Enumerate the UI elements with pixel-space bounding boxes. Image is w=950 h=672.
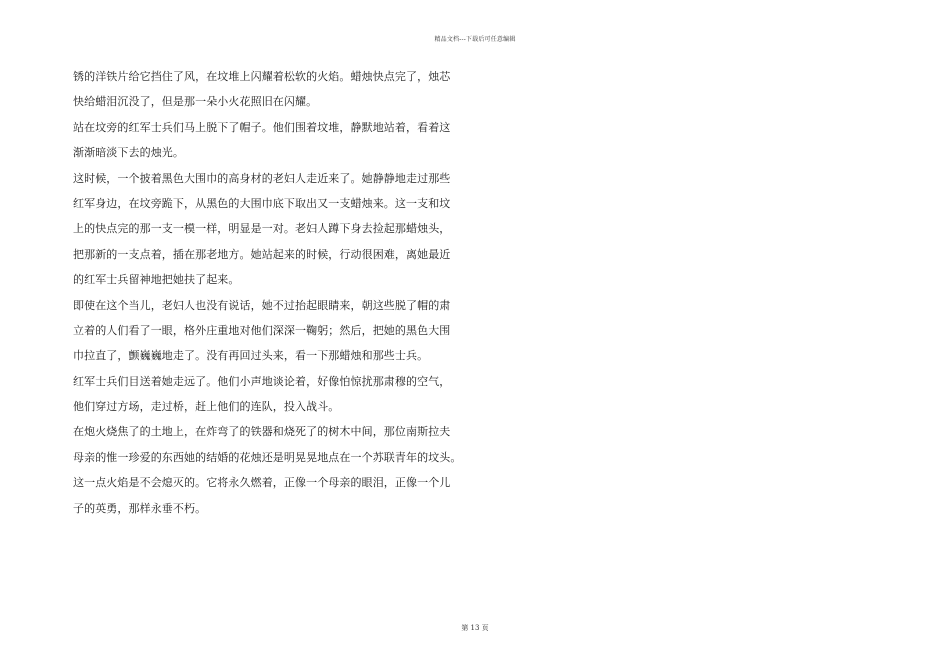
text-line: 他们穿过方场，走过桥，赶上他们的连队，投入战斗。 [73,400,340,414]
page-header: 精品文档---下载后可任意编辑 [434,36,516,43]
page-number: 第 13 页 [461,624,489,632]
text-line: 红军士兵们目送着她走远了。他们小声地谈论着，好像怕惊扰那肃穆的空气， [73,374,451,388]
text-line: 快给蜡泪沉没了，但是那一朵小火花照旧在闪耀。 [73,95,318,109]
text-line: 站在坟旁的红军士兵们马上脱下了帽子。他们围着坟堆，静默地站着，看着这 [73,120,451,134]
text-line: 上的快点完的那一支一模一样，明显是一对。老妇人蹲下身去捡起那蜡烛头， [73,222,451,236]
text-line: 的红军士兵留神地把她扶了起来。 [73,273,240,287]
text-line: 这一点火焰是不会熄灭的。它将永久燃着，正像一个母亲的眼泪，正像一个儿 [73,476,451,490]
text-line: 把那新的一支点着，插在那老地方。她站起来的时候，行动很困难，离她最近 [73,247,451,261]
text-line: 这时候，一个披着黑色大围巾的高身材的老妇人走近来了。她静静地走过那些 [73,171,451,185]
body-text [73,64,483,521]
text-line: 子的英勇，那样永垂不朽。 [73,501,207,515]
text-line: 立着的人们看了一眼，格外庄重地对他们深深一鞠躬；然后，把她的黑色大围 [73,323,451,337]
text-line: 锈的洋铁片给它挡住了风，在坟堆上闪耀着松软的火焰。蜡烛快点完了，烛芯 [73,70,451,83]
text-line: 母亲的惟一珍爱的东西她的结婚的花烛还是明晃晃地点在一个苏联青年的坟头。 [73,450,462,464]
text-line: 渐渐暗淡下去的烛光。 [73,146,184,160]
text-line: 在炮火烧焦了的土地上，在炸弯了的铁器和烧死了的树木中间，那位南斯拉夫 [73,425,451,439]
text-line: 红军身边，在坟旁跪下，从黑色的大围巾底下取出又一支蜡烛来。这一支和坟 [73,196,451,210]
text-line: 即使在这个当儿，老妇人也没有说话，她不过抬起眼睛来，朝这些脱了帽的肃 [73,298,451,312]
text-line: 巾拉直了，颤巍巍地走了。没有再回过头来，看一下那蜡烛和那些士兵。 [73,349,429,363]
